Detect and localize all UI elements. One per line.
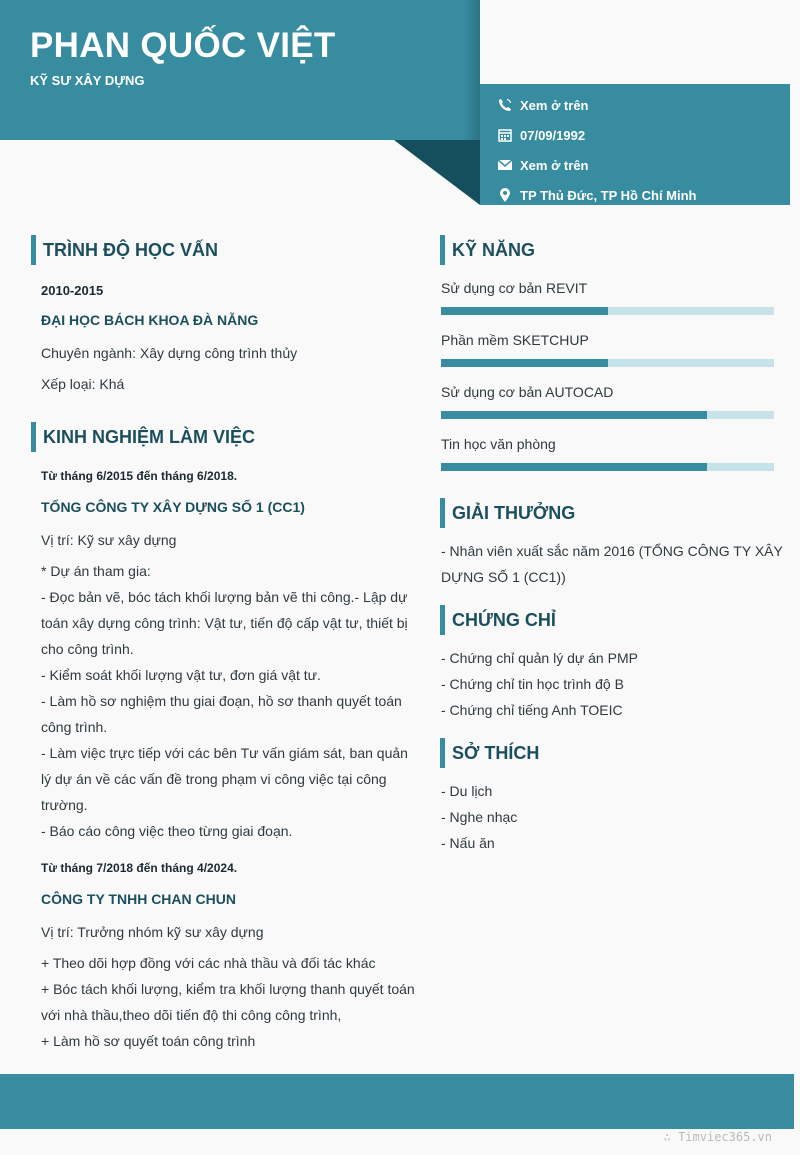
job-company: TỔNG CÔNG TY XÂY DỰNG SỐ 1 (CC1)	[41, 499, 305, 515]
skill-bar	[441, 463, 774, 471]
skill-name: Sử dụng cơ bản AUTOCAD	[441, 384, 614, 400]
contact-birthday-text: 07/09/1992	[520, 127, 586, 143]
job-position: Vị trí: Trưởng nhóm kỹ sư xây dựng	[41, 924, 264, 940]
contact-address-text: TP Thủ Đức, TP Hồ Chí Minh	[520, 187, 697, 203]
calendar-icon	[497, 127, 513, 143]
contact-phone-text: Xem ở trên	[520, 97, 589, 113]
ribbon-fold	[394, 140, 480, 205]
skill-bar	[441, 411, 774, 419]
job-detail-line: * Dự án tham gia:	[41, 563, 151, 579]
job-period: Từ tháng 7/2018 đến tháng 4/2024.	[41, 861, 238, 875]
skill-bar-fill	[441, 411, 707, 419]
education-grade: Xếp loại: Khá	[41, 376, 125, 392]
map-pin-icon	[497, 187, 513, 203]
award-line: - Nhân viên xuất sắc năm 2016 (TỔNG CÔNG TY XÂY	[441, 543, 783, 559]
job-detail-line: toán xây dựng công trình: Vật tư, tiến độ cấp vật tư, thiết bị	[41, 615, 408, 631]
footer-band	[0, 1074, 794, 1129]
contact-email-text: Xem ở trên	[520, 157, 589, 173]
job-period: Từ tháng 6/2015 đến tháng 6/2018.	[41, 469, 238, 483]
candidate-name: PHAN QUỐC VIỆT	[30, 26, 336, 65]
skill-bar-fill	[441, 359, 608, 367]
hobbies-heading: SỞ THÍCH	[440, 738, 539, 768]
education-school: ĐẠI HỌC BÁCH KHOA ĐÀ NẴNG	[41, 312, 259, 328]
certificates-heading: CHỨNG CHỈ	[440, 605, 556, 635]
job-detail-line: - Đọc bản vẽ, bóc tách khối lượng bản vẽ thi công.- Lập dự	[41, 589, 408, 605]
skill-bar-fill	[441, 307, 608, 315]
candidate-role: KỸ SƯ XÂY DỰNG	[30, 73, 145, 88]
header-fold-shadow	[463, 0, 480, 140]
job-detail-line: + Theo dõi hợp đồng với các nhà thầu và đối tác khác	[41, 955, 376, 971]
job-detail-line: - Kiểm soát khối lượng vật tư, đơn giá vật tư.	[41, 667, 321, 683]
education-heading: TRÌNH ĐỘ HỌC VẤN	[31, 235, 218, 265]
skill-bar-fill	[441, 463, 707, 471]
job-position: Vị trí: Kỹ sư xây dựng	[41, 532, 177, 548]
experience-heading: KINH NGHIỆM LÀM VIỆC	[31, 422, 255, 452]
job-company: CÔNG TY TNHH CHAN CHUN	[41, 891, 236, 907]
skill-bar	[441, 307, 774, 315]
contact-address	[497, 185, 696, 205]
job-detail-line: + Làm hồ sơ quyết toán công trình	[41, 1033, 256, 1049]
contact-birthday	[497, 125, 585, 145]
job-detail-line: trường.	[41, 797, 88, 813]
award-line: DỰNG SỐ 1 (CC1))	[441, 569, 566, 585]
job-detail-line: - Làm hồ sơ nghiệm thu giai đoạn, hồ sơ thanh quyết toán	[41, 693, 402, 709]
watermark: ∴ Timviec365.vn	[663, 1130, 772, 1144]
skill-name: Tin học văn phòng	[441, 436, 556, 452]
contact-phone	[497, 95, 589, 115]
job-detail-line: cho công trình.	[41, 641, 134, 657]
certificate-item: - Chứng chỉ quản lý dự án PMP	[441, 650, 638, 666]
job-detail-line: lý dự án về các vấn đề trong phạm vi công việc tại công	[41, 771, 387, 787]
job-detail-line: với nhà thầu,theo dõi tiến độ thi công công trình,	[41, 1007, 342, 1023]
certificate-item: - Chứng chỉ tiếng Anh TOEIC	[441, 702, 623, 718]
job-detail-line: - Báo cáo công việc theo từng giai đoạn.	[41, 823, 293, 839]
header-banner	[0, 0, 480, 140]
hobby-item: - Du lịch	[441, 783, 493, 799]
education-major: Chuyên ngành: Xây dựng công trình thủy	[41, 345, 298, 361]
skill-name: Phần mềm SKETCHUP	[441, 332, 589, 348]
skill-name: Sử dụng cơ bản REVIT	[441, 280, 588, 296]
awards-heading: GIẢI THƯỞNG	[440, 498, 575, 528]
job-detail-line: công trình.	[41, 719, 108, 735]
certificate-item: - Chứng chỉ tin học trình độ B	[441, 676, 624, 692]
job-detail-line: + Bóc tách khối lượng, kiểm tra khối lượng thanh quyết toán	[41, 981, 415, 997]
job-detail-line: - Làm việc trực tiếp với các bên Tư vấn giám sát, ban quản	[41, 745, 408, 761]
phone-icon	[497, 97, 513, 113]
email-icon	[497, 157, 513, 173]
contact-email	[497, 155, 589, 175]
education-years: 2010-2015	[41, 283, 104, 298]
skills-heading: KỸ NĂNG	[440, 235, 535, 265]
hobby-item: - Nấu ăn	[441, 835, 495, 851]
skill-bar	[441, 359, 774, 367]
hobby-item: - Nghe nhạc	[441, 809, 518, 825]
